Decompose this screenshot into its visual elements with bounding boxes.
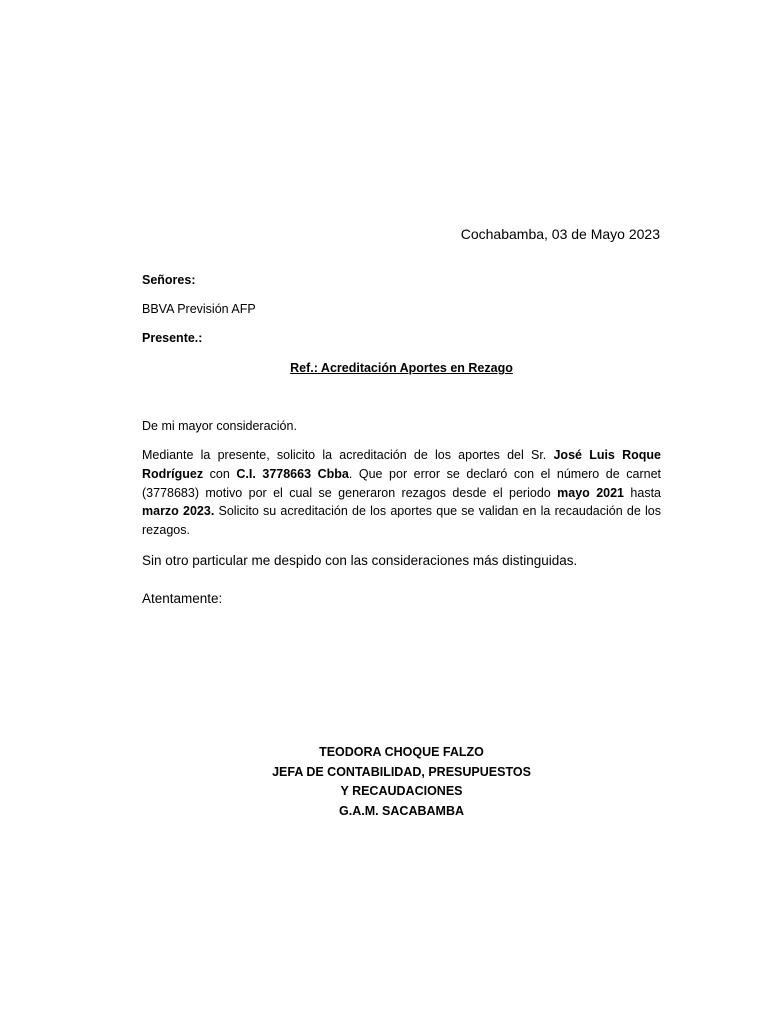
body-text: Solicito su acreditación de los aportes que se validan en la recaudación de los rezagos. [142, 504, 661, 538]
recipient-name: BBVA Previsión AFP [142, 302, 256, 316]
signer-position-line2: Y RECAUDACIONES [340, 784, 463, 798]
body-text: hasta [624, 485, 661, 500]
person-name: José Luis Roque Rodríguez [142, 448, 661, 481]
signer-position-line1: JEFA DE CONTABILIDAD, PRESUPUESTOS [272, 764, 531, 779]
period-start: mayo 2021 [557, 485, 625, 500]
body-text: Mediante la presente, solicito la acreditación de los aportes del Sr. [142, 448, 554, 462]
reference-line: Ref.: Acreditación Aportes en Rezago [290, 361, 513, 375]
date-line: Cochabamba, 03 de Mayo 2023 [460, 226, 660, 242]
signature-block [142, 743, 661, 821]
signer-institution: G.A.M. SACABAMBA [339, 803, 464, 818]
body-paragraph [142, 446, 661, 540]
closing-line: Sin otro particular me despido con las consideraciones más distinguidas. [142, 553, 578, 568]
greeting: De mi mayor consideración. [142, 419, 297, 433]
sign-off: Atentamente: [142, 591, 223, 606]
body-text: . Que por error se declaró con el número de carnet (3778683) motivo por el cual se generaron rezagos desde el periodo [142, 466, 661, 500]
id-number: C.I. 3778663 Cbba [236, 466, 349, 481]
presente-line: Presente.: [142, 331, 203, 345]
body-text: con [203, 466, 237, 481]
recipient-title: Señores: [142, 273, 196, 287]
period-end: marzo 2023. [142, 504, 215, 519]
signer-name: TEODORA CHOQUE FALZO [319, 745, 484, 759]
